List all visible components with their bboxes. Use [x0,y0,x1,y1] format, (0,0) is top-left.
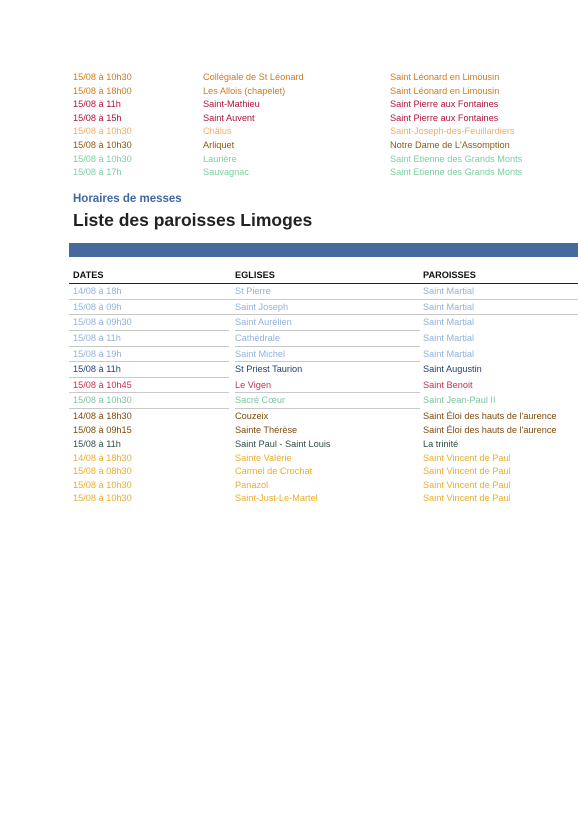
eglise-cell: Cathédrale [235,333,280,343]
row-separator [235,346,420,347]
table-row [0,71,578,84]
table-row [0,394,578,407]
table-row [0,316,578,329]
eglise-cell: Le Vigen [235,379,272,390]
paroisse-cell: Saint Éloi des hauts de l'aurence [423,411,557,421]
paroisse-cell: Saint Vincent de Paul [423,480,511,490]
paroisse-cell: Saint Martial [423,317,475,327]
row-separator [235,330,420,331]
paroisse-cell: Saint Léonard en Limousin [390,72,500,82]
paroisse-cell: Saint Benoit [423,379,473,390]
paroisse-cell: Saint Pierre aux Fontaines [390,99,499,110]
row-separator [69,408,229,409]
row-separator [235,361,420,362]
date-cell: 15/08 à 10h30 [73,126,132,137]
header-paroisses: PAROISSES [423,270,476,280]
eglise-cell: Sainte Valérie [235,452,292,463]
paroisse-cell: Saint Vincent de Paul [423,466,511,476]
paroisse-cell: Saint Etienne des Grands Monts [390,167,523,178]
date-cell: 15/08 à 10h45 [73,379,132,390]
row-separator [235,392,420,393]
header-rule [69,283,578,284]
paroisse-cell: Saint Augustin [423,364,482,374]
date-cell: 15/08 à 11h [73,333,121,343]
eglise-cell: Arliquet [203,140,235,150]
table-row [0,348,578,361]
date-cell: 15/08 à 11h [73,364,121,374]
table-row [0,424,578,437]
date-cell: 15/08 à 10h30 [73,395,132,405]
paroisse-cell: Saint Jean-Paul II [423,395,496,405]
eglise-cell: Carmel de Crochat [235,466,313,476]
paroisse-cell: Saint Etienne des Grands Monts [390,153,523,164]
page-title: Liste des paroisses Limoges [73,210,313,230]
table-row [0,363,578,376]
table-row [0,98,578,111]
date-cell: 15/08 à 10h30 [73,140,132,150]
table-row [0,492,578,505]
date-cell: 15/08 à 18h00 [73,85,132,96]
table-row [0,379,578,392]
paroisse-cell: Saint Martial [423,348,475,359]
table-row [0,465,578,478]
date-cell: 15/08 à 10h30 [73,480,132,490]
date-cell: 15/08 à 08h30 [73,466,132,476]
eglise-cell: Sauvagnac [203,167,249,178]
eglise-cell: Laurière [203,153,237,164]
table-row [0,85,578,98]
date-cell: 15/08 à 19h [73,348,122,359]
eglise-cell: St Priest Taurion [235,364,303,374]
eglise-cell: Sainte Thérèse [235,425,298,435]
header-eglises: EGLISES [235,270,275,280]
table-row [0,438,578,451]
eglise-cell: Collégiale de St Léonard [203,72,304,82]
paroisse-cell: Saint Vincent de Paul [423,452,511,463]
row-separator [69,346,229,347]
paroisse-cell: Saint-Joseph-des-Feuillardiers [390,126,515,137]
paroisse-cell: Notre Dame de L'Assomption [390,140,510,150]
eglise-cell: Saint Auvent [203,112,255,123]
eglise-cell: Saint Joseph [235,301,289,312]
date-cell: 14/08 à 18h [73,286,122,296]
eglise-cell: Sacré Cœur [235,395,286,405]
date-cell: 15/08 à 09h [73,301,122,312]
date-cell: 14/08 à 18h30 [73,411,132,421]
row-separator [69,377,229,378]
date-cell: 15/08 à 11h [73,439,121,449]
row-separator [69,361,229,362]
eglise-cell: Saint Michel [235,348,286,359]
date-cell: 15/08 à 10h30 [73,493,132,503]
table-header [0,268,578,283]
table-row [0,112,578,125]
table-row [0,125,578,138]
table-row [0,301,578,314]
paroisse-cell: Saint Vincent de Paul [423,493,511,503]
table-row [0,153,578,166]
date-cell: 15/08 à 09h30 [73,317,132,327]
section-label: Horaires de messes [73,193,182,205]
row-separator [235,408,420,409]
row-separator [423,314,578,315]
header-band [69,243,578,257]
eglise-cell: Couzeix [235,411,269,421]
table-row [0,139,578,152]
paroisse-cell: Saint Pierre aux Fontaines [390,112,499,123]
paroisse-cell: Saint Martial [423,286,475,296]
table-row [0,452,578,465]
eglise-cell: Les Allois (chapelet) [203,85,286,96]
row-separator [69,299,578,300]
eglise-cell: Saint Paul - Saint Louis [235,439,331,449]
header-dates: DATES [73,270,104,280]
table-row [0,285,578,298]
paroisse-cell: Saint Martial [423,333,475,343]
row-separator [69,330,229,331]
paroisse-cell: Saint Martial [423,301,475,312]
eglise-cell: Châlus [203,126,232,137]
date-cell: 15/08 à 11h [73,99,121,110]
table-row [0,166,578,179]
date-cell: 14/08 à 18h30 [73,452,132,463]
table-row [0,410,578,423]
eglise-cell: Panazol [235,480,269,490]
date-cell: 15/08 à 15h [73,112,122,123]
table-row [0,479,578,492]
eglise-cell: Saint-Mathieu [203,99,260,110]
eglise-cell: Saint Aurélien [235,317,292,327]
date-cell: 15/08 à 09h15 [73,425,132,435]
date-cell: 15/08 à 10h30 [73,72,132,82]
row-separator [69,392,229,393]
paroisse-cell: Saint Éloi des hauts de l'aurence [423,425,557,435]
paroisse-cell: Saint Léonard en Limousin [390,85,500,96]
paroisse-cell: La trinité [423,439,459,449]
date-cell: 15/08 à 10h30 [73,153,132,164]
eglise-cell: St Pierre [235,286,271,296]
table-row [0,332,578,345]
eglise-cell: Saint-Just-Le-Martel [235,493,318,503]
date-cell: 15/08 à 17h [73,167,122,178]
